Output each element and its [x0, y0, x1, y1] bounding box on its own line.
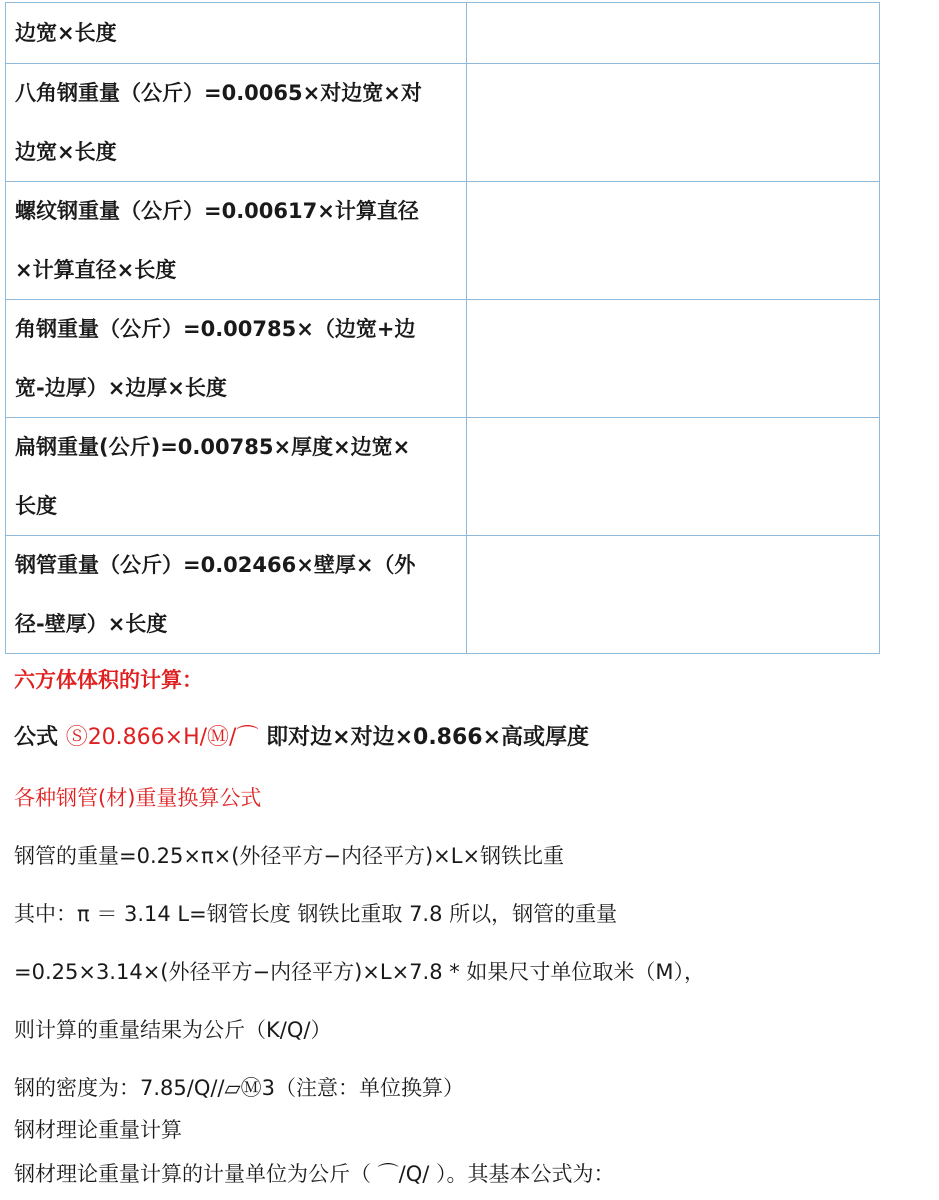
table-row	[6, 300, 880, 418]
body-line: 钢材理论重量计算	[14, 1118, 182, 1142]
empty-cell	[467, 3, 880, 64]
table-row	[6, 536, 880, 654]
table-row	[6, 3, 880, 64]
formula-cell	[6, 64, 467, 182]
formula-plain: 即对边×对边×0.866×高或厚度	[266, 725, 590, 750]
formula-text: ×计算直径×长度	[15, 257, 177, 282]
formula-text: 宽-边厚）×边厚×长度	[15, 375, 227, 400]
weight-formula-table	[5, 2, 880, 654]
body-line: 钢管的重量=0.25×π×(外径平方−内径平方)×L×钢铁比重	[14, 844, 565, 868]
empty-cell	[467, 64, 880, 182]
formula-text: 扁钢重量(公斤)=0.00785×厚度×边宽×	[15, 435, 411, 459]
formula-cell	[6, 300, 467, 418]
body-line: 其中：π ＝ 3.14 L=钢管长度 钢铁比重取 7.8 所以，钢管的重量	[14, 902, 618, 926]
formula-text: 边宽×长度	[15, 139, 117, 164]
empty-cell	[467, 536, 880, 654]
formula-text: 螺纹钢重量（公斤）=0.00617×计算直径	[15, 199, 419, 223]
formula-cell	[6, 3, 467, 64]
table-row	[6, 182, 880, 300]
empty-cell	[467, 418, 880, 536]
formula-symbolic: Ⓢ20.866×H/Ⓜ/⌒	[65, 725, 259, 750]
empty-cell	[467, 182, 880, 300]
formula-cell	[6, 418, 467, 536]
body-line: =0.25×3.14×(外径平方−内径平方)×L×7.8 * 如果尺寸单位取米（M），	[14, 960, 706, 984]
hex-volume-heading: 六方体体积的计算：	[14, 668, 203, 692]
formula-cell	[6, 182, 467, 300]
empty-cell	[467, 300, 880, 418]
pipe-weight-title: 各种钢管(材)重量换算公式	[14, 786, 262, 810]
formula-text: 径-壁厚）×长度	[15, 611, 168, 636]
body-line: 则计算的重量结果为公斤（K/Q/）	[14, 1018, 332, 1042]
formula-text: 边宽×长度	[15, 21, 117, 45]
body-line: 钢材理论重量计算的计量单位为公斤（ ⌒/Q/ ）。其基本公式为：	[14, 1162, 615, 1186]
formula-text: 钢管重量（公斤）=0.02466×壁厚×（外	[15, 553, 416, 577]
table-row	[6, 418, 880, 536]
formula-cell	[6, 536, 467, 654]
table-row	[6, 64, 880, 182]
formula-text: 长度	[15, 493, 57, 518]
formula-text: 角钢重量（公斤）=0.00785×（边宽+边	[15, 317, 416, 341]
hex-formula	[14, 720, 589, 751]
formula-text: 八角钢重量（公斤）=0.0065×对边宽×对	[15, 81, 422, 105]
formula-label: 公式	[14, 725, 59, 750]
body-line: 钢的密度为：7.85/Q//▱Ⓜ3（注意：单位换算）	[14, 1076, 465, 1100]
